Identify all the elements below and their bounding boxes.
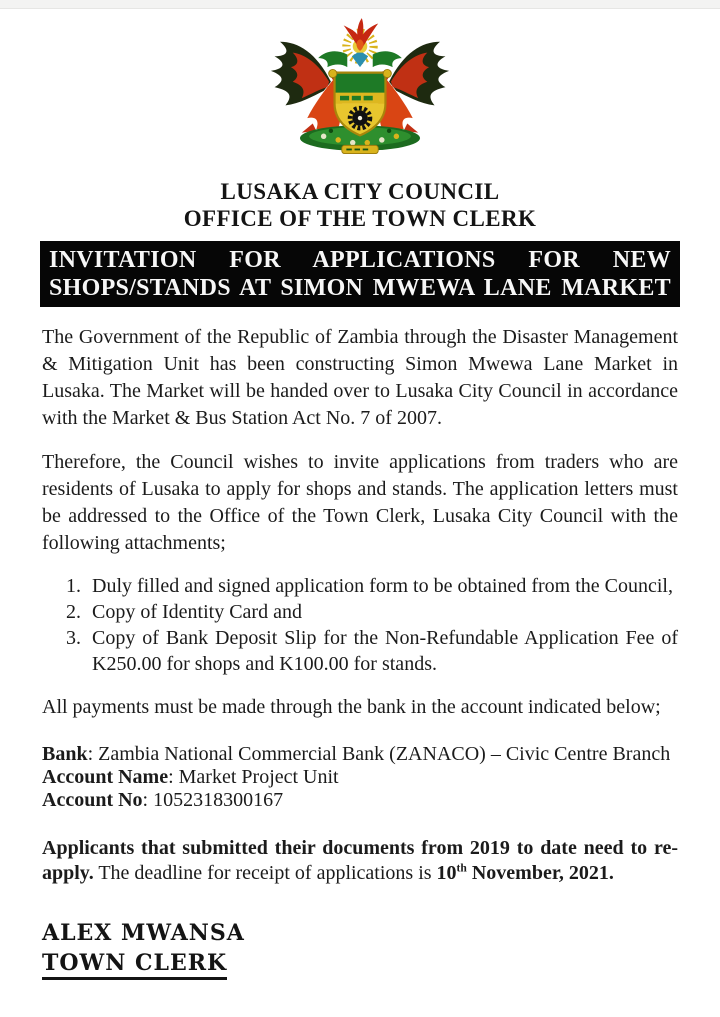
bank-row [42, 789, 678, 812]
deadline-regular-text: The deadline for receipt of applications is [93, 862, 437, 884]
list-item-text: Copy of Identity Card and [92, 601, 302, 623]
list-item [66, 599, 678, 625]
list-item-number: 1. [66, 575, 81, 597]
org-name: LUSAKA CITY COUNCIL [220, 179, 500, 204]
signatory-title [42, 950, 720, 980]
banner-line-2: SHOPS/STANDS AT SIMON MWEWA LANE MARKET [49, 275, 671, 301]
banner-line-1: INVITATION FOR APPLICATIONS FOR NEW [49, 247, 671, 273]
office-name: OFFICE OF THE TOWN CLERK [183, 206, 537, 231]
deadline-month-year: November, 2021. [466, 862, 614, 884]
list-item [66, 573, 678, 599]
bank-value: : 1052318300167 [142, 789, 284, 811]
paragraph-invitation: Therefore, the Council wishes to invite applications from traders who are residents of Lusaka to apply for shops and stands. The application letters must be addressed to the Office of the Town Clerk, Lusaka City Council with the following attachments; [42, 451, 678, 554]
bank-value: : Market Project Unit [168, 766, 339, 788]
bank-value: : Zambia National Commercial Bank (ZANACO) – Civic Centre Branch [87, 743, 671, 765]
bank-label: Account No [42, 789, 143, 811]
deadline-date [437, 862, 614, 884]
list-item-number: 2. [66, 601, 81, 623]
list-item-text: Duly filled and signed application form to be obtained from the Council, [92, 575, 673, 597]
signatory-name: ALEX MWANSA [42, 920, 245, 946]
list-item [66, 625, 678, 677]
paragraph-deadline [42, 836, 678, 886]
coat-of-arms-graphic [260, 15, 460, 163]
document-page [0, 15, 720, 980]
paragraph-intro: The Government of the Republic of Zambia through the Disaster Management & Mitigation Unit has been constructing Simon Mwewa Lane Market in Lusaka. The Market will be handed over to Lusaka City Council in accordance with the Market & Bus Station Act No. 7 of 2007. [42, 326, 678, 429]
list-item-text: Copy of Bank Deposit Slip for the Non-Refundable Application Fee of K250.00 for shops and K100.00 for stands. [92, 627, 678, 675]
bank-details [42, 743, 678, 812]
bank-row [42, 743, 678, 766]
bank-row [42, 766, 678, 789]
bank-label: Account Name [42, 766, 169, 788]
bank-label: Bank [42, 743, 88, 765]
deadline-day: 10 [436, 862, 457, 884]
attachments-list [66, 573, 678, 677]
coat-of-arms [0, 15, 720, 168]
photo-edge-strip [0, 0, 720, 9]
signatory-title-text: TOWN CLERK [42, 950, 227, 980]
notice-banner [40, 241, 680, 307]
mantling-leaves-icon [318, 51, 402, 67]
deadline-ordinal: th [456, 861, 467, 875]
deadline-bold-lead: Applicants that submitted their documents from 2019 to date need to re-apply. [42, 837, 678, 884]
list-item-number: 3. [66, 627, 81, 649]
paragraph-payments: All payments must be made through the bank in the account indicated below; [42, 696, 661, 718]
